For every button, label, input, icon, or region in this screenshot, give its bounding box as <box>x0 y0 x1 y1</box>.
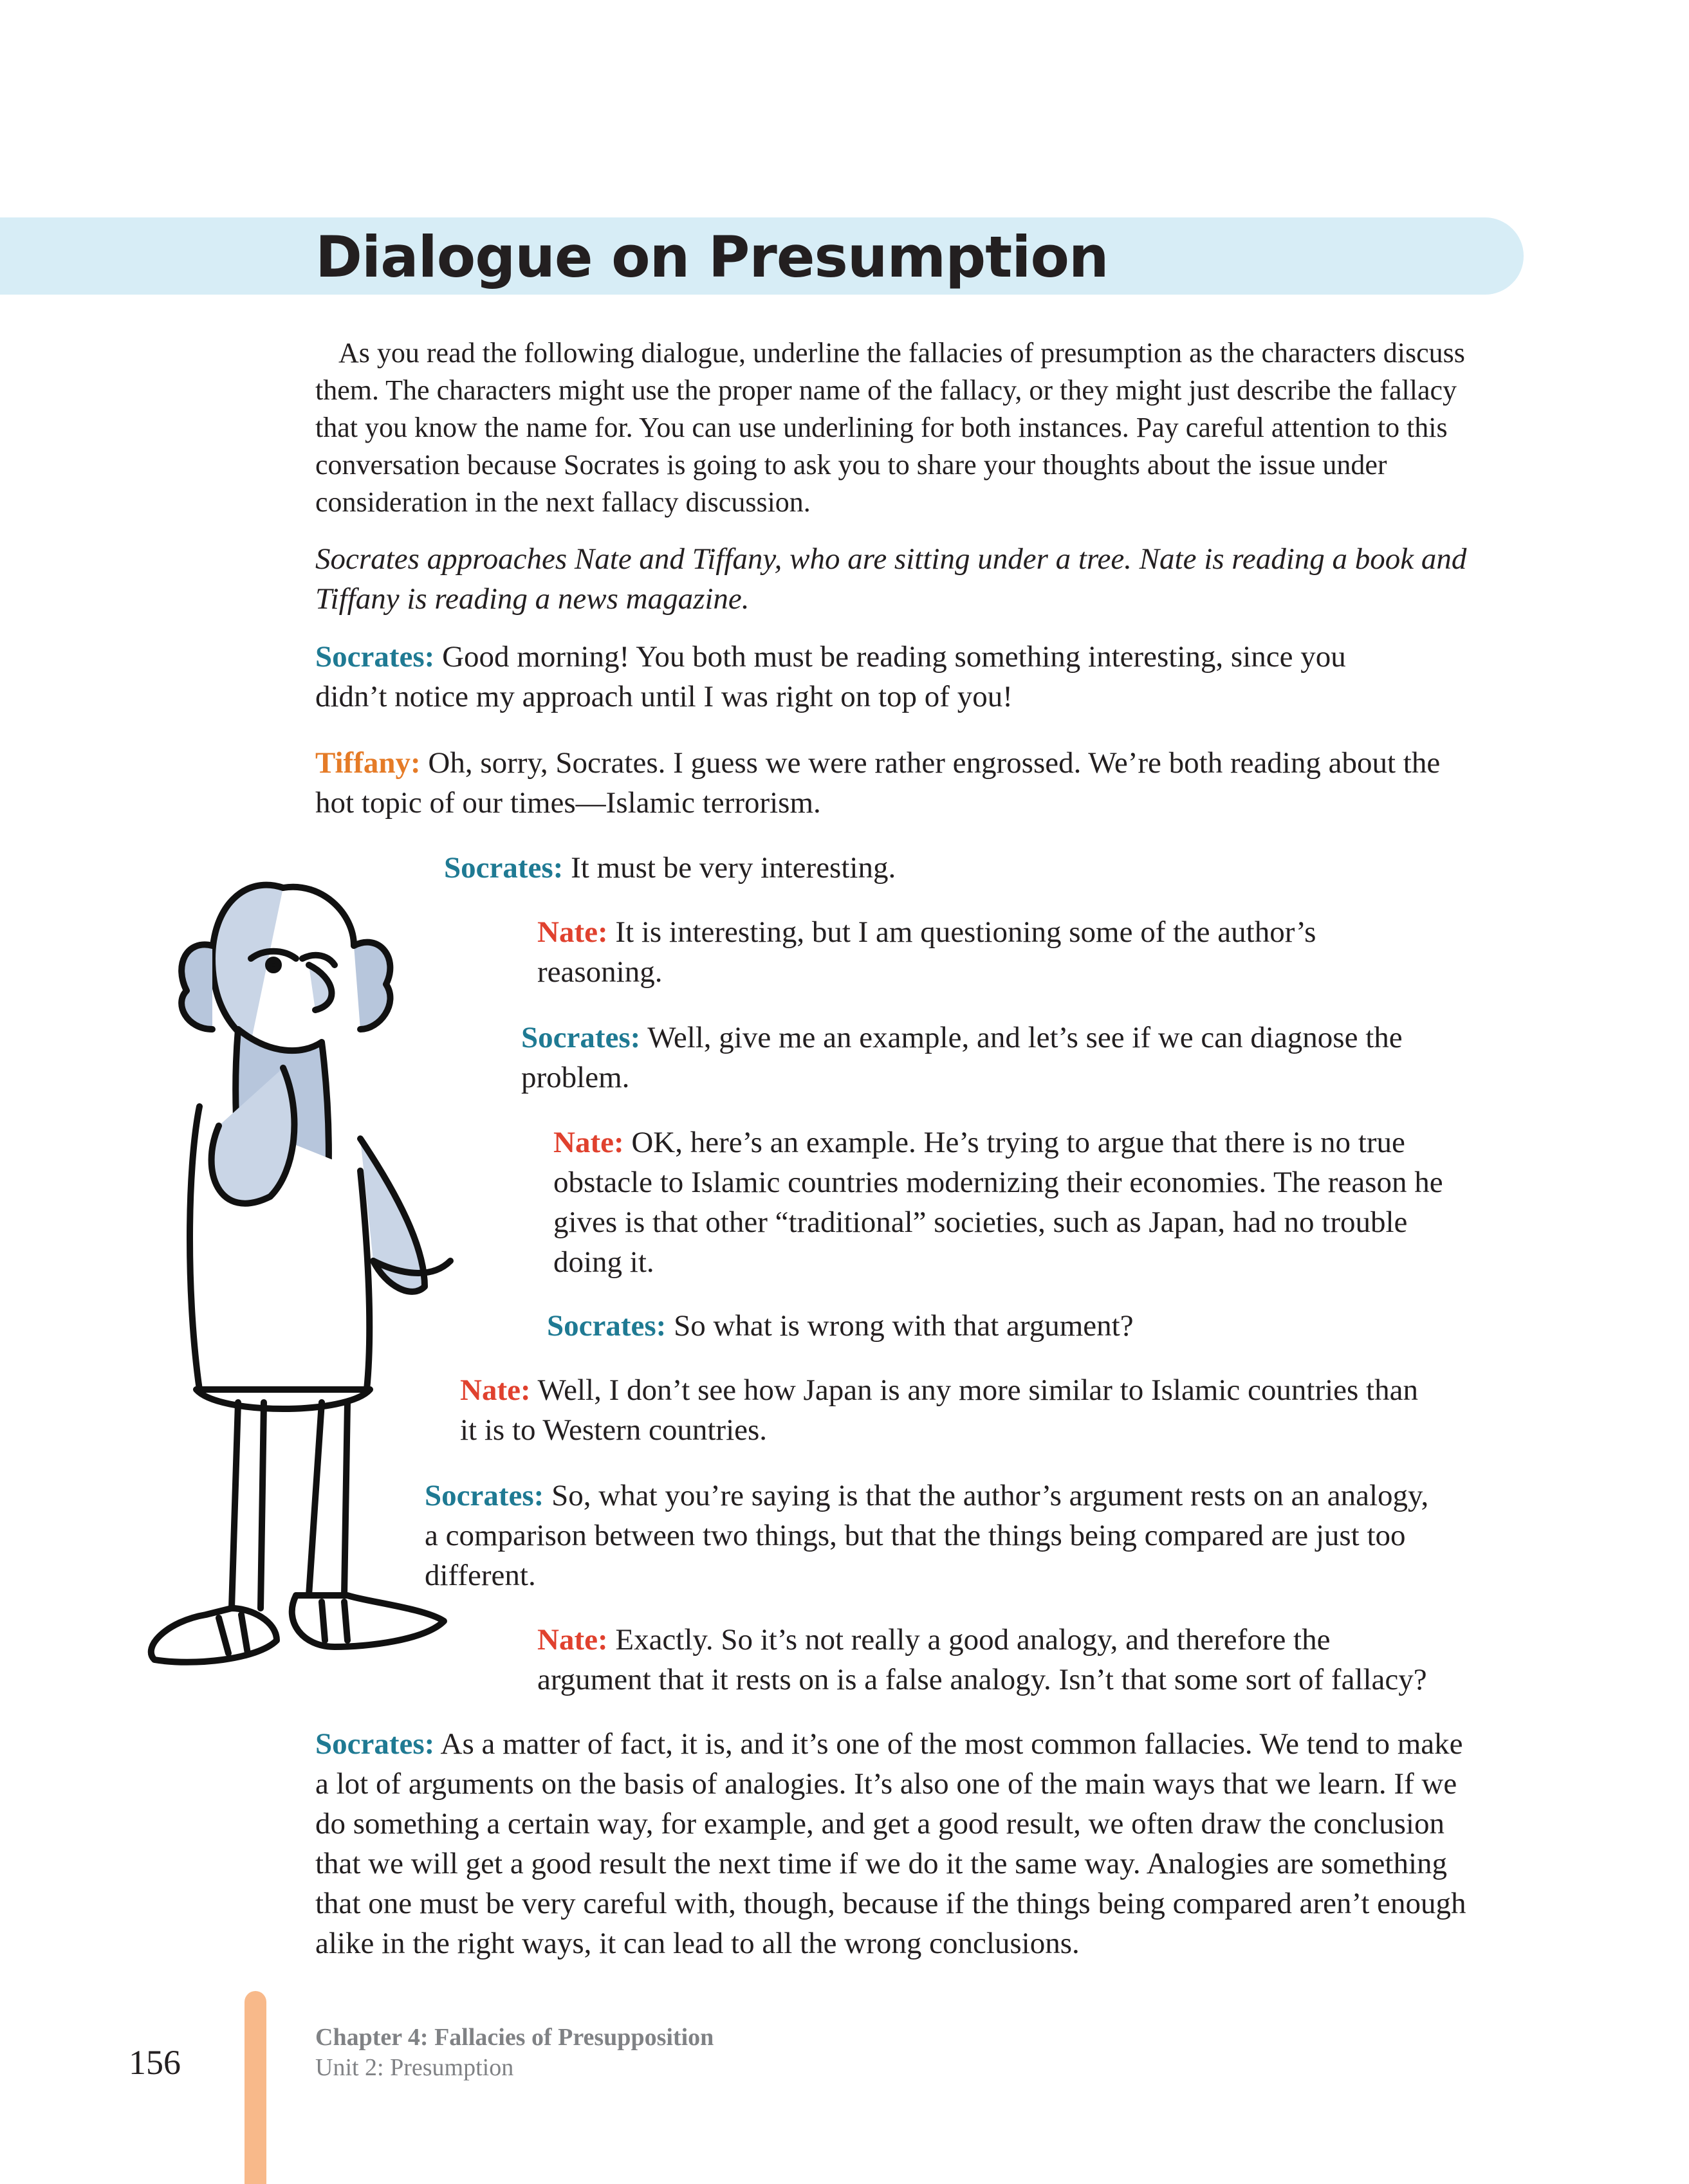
dialogue-text: Oh, sorry, Socrates. I guess we were rather engrossed. We’re both reading about the hot topic of our times—Islamic terrorism. <box>315 746 1441 820</box>
speaker-label: Nate: <box>537 915 608 949</box>
dialogue-line <box>537 1620 1451 1700</box>
page-title: Dialogue on Presumption <box>315 224 1109 290</box>
dialogue-text: OK, here’s an example. He’s trying to argue that there is no true obstacle to Islamic countries modernizing their economies. The reason he gives is that other “traditional” societies, such as Japan, had no trouble doing it. <box>553 1126 1443 1279</box>
dialogue-text: Good morning! You both must be reading something interesting, since you didn’t notice my approach until I was right on top of you! <box>315 640 1346 713</box>
dialogue-line <box>315 743 1461 823</box>
speaker-label: Socrates: <box>315 640 435 674</box>
dialogue-text: Exactly. So it’s not really a good analogy, and therefore the argument that it rests on is a false analogy. Isn’t that some sort of fallacy? <box>537 1623 1427 1696</box>
speaker-label: Nate: <box>537 1623 608 1656</box>
speaker-label: Nate: <box>460 1373 531 1407</box>
dialogue-text: As a matter of fact, it is, and it’s one of the most common fallacies. We tend to make a lot of arguments on the basis of analogies. It’s also one of the main ways that we learn. If we do something a certain way, for example, and get a good result, we often draw the conclusion that we will get a good result the next time if we do it the same way. Analogies are something that one must be very careful with, though, because if the things being compared aren’t enough alike in the right ways, it can lead to all the wrong conclusions. <box>315 1727 1466 1960</box>
dialogue-line <box>547 1306 1448 1346</box>
dialogue-text: Well, give me an example, and let’s see if we can diagnose the problem. <box>521 1021 1403 1094</box>
chapter-title: Chapter 4: Fallacies of Presupposition <box>315 2024 714 2051</box>
page-number: 156 <box>129 2043 181 2082</box>
speaker-label: Nate: <box>553 1126 624 1159</box>
dialogue-text: So, what you’re saying is that the author’s argument rests on an analogy, a comparison between two things, but that the things being compared are just too different. <box>425 1479 1429 1592</box>
stage-direction: Socrates approaches Nate and Tiffany, who are sitting under a tree. Nate is reading a book and Tiffany is reading a news magazine. <box>315 542 1467 616</box>
speaker-label: Socrates: <box>315 1727 435 1761</box>
dialogue-line <box>553 1123 1467 1282</box>
unit-title: Unit 2: Presumption <box>315 2054 514 2081</box>
dialogue-text: So what is wrong with that argument? <box>674 1309 1134 1343</box>
dialogue-line <box>444 848 1409 888</box>
speaker-label: Socrates: <box>547 1309 667 1343</box>
dialogue-line <box>460 1370 1425 1450</box>
dialogue-text: It must be very interesting. <box>571 851 896 885</box>
dialogue-line <box>521 1018 1473 1097</box>
dialogue-line <box>537 912 1406 992</box>
dialogue-line <box>315 637 1409 717</box>
intro-paragraph: As you read the following dialogue, underline the fallacies of presumption as the characters discuss them. The characters might use the proper name of the fallacy, or they might just describe the fallacy that you know the name for. You can use underlining for both instances. Pay careful attention to this conversation because Socrates is going to ask you to share your thoughts about the issue under consideration in the next fallacy discussion. <box>315 337 1465 518</box>
speaker-label: Socrates: <box>425 1479 544 1512</box>
speaker-label: Socrates: <box>521 1021 641 1054</box>
dialogue-text: It is interesting, but I am questioning some of the author’s reasoning. <box>537 915 1316 989</box>
dialogue-line <box>425 1476 1448 1595</box>
dialogue-text: Well, I don’t see how Japan is any more similar to Islamic countries than it is to Western countries. <box>460 1373 1418 1447</box>
speaker-label: Socrates: <box>444 851 564 885</box>
footer-accent-bar <box>245 1991 266 2184</box>
dialogue-line <box>315 1724 1473 1963</box>
speaker-label: Tiffany: <box>315 746 421 780</box>
